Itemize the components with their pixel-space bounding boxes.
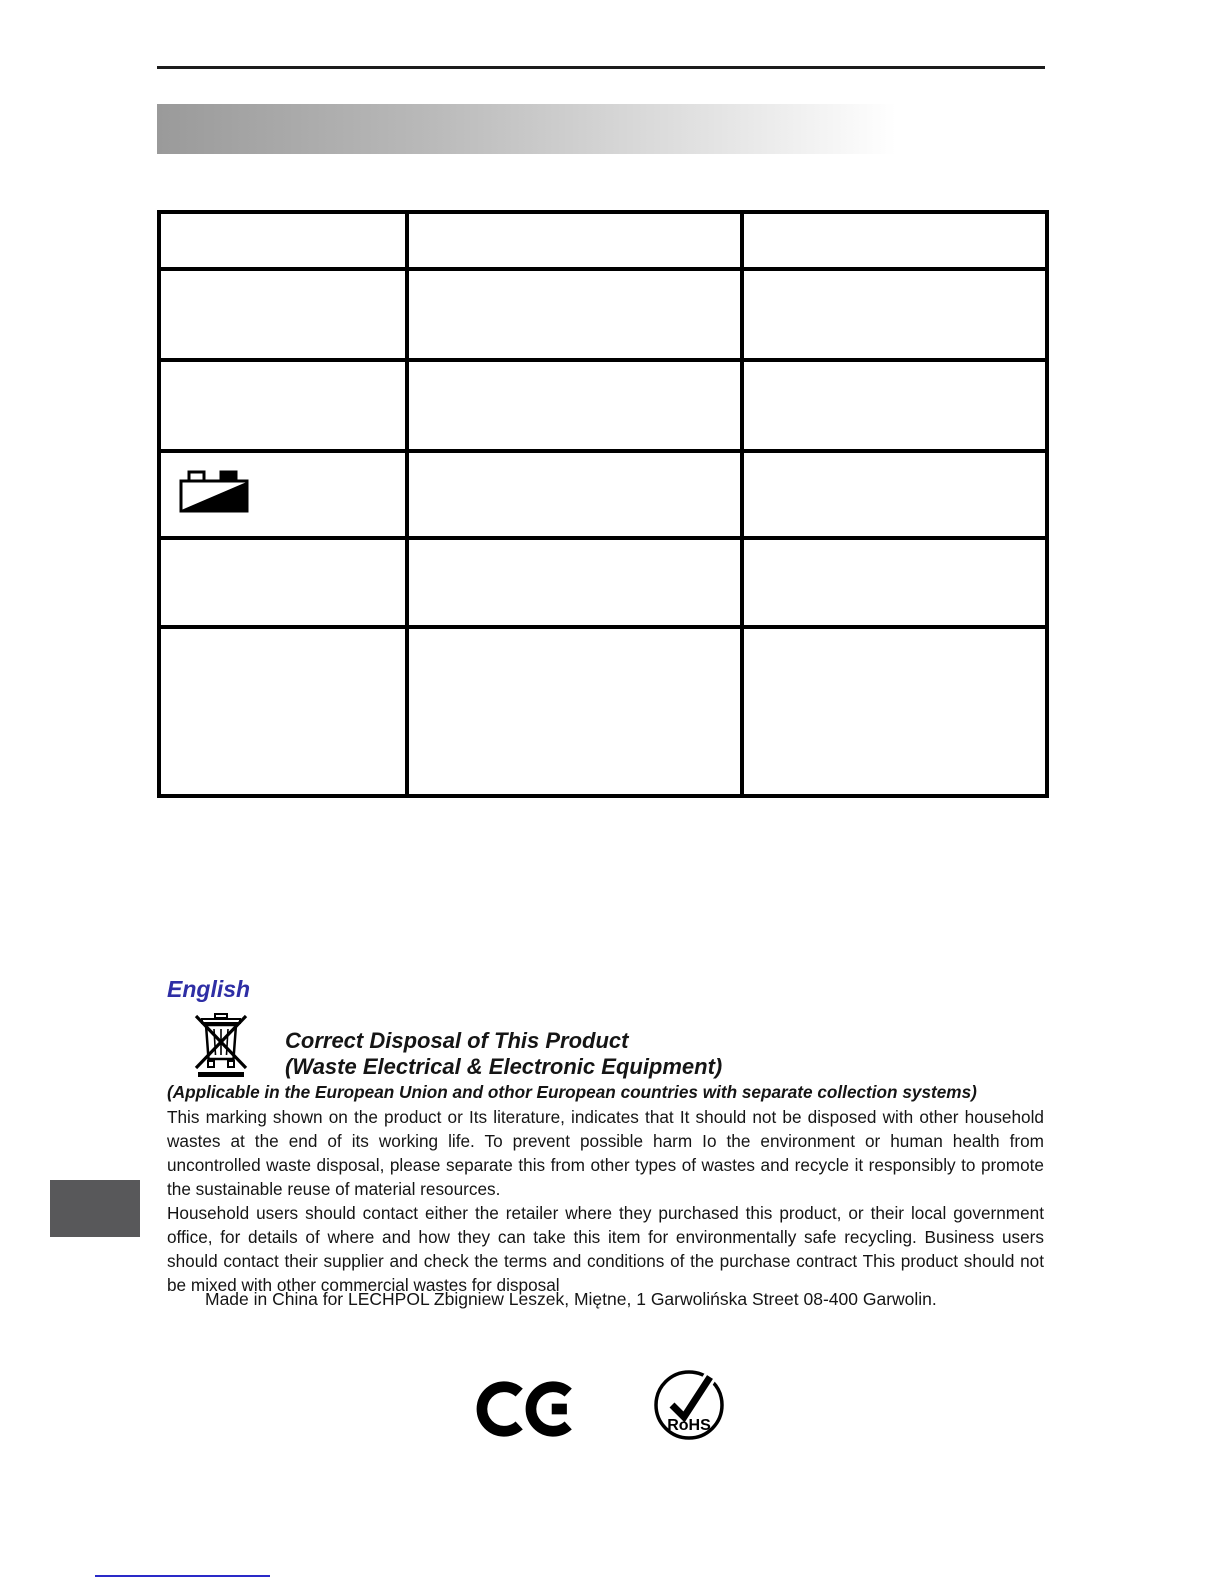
ce-mark-icon bbox=[476, 1368, 574, 1450]
language-label: English bbox=[167, 976, 251, 1002]
table-cell bbox=[742, 451, 1047, 538]
table-cell bbox=[407, 451, 742, 538]
disposal-title bbox=[285, 1028, 722, 1080]
top-horizontal-rule bbox=[157, 66, 1045, 69]
rohs-label: RoHS bbox=[667, 1417, 711, 1434]
table-cell bbox=[407, 212, 742, 269]
disposal-title-line1: Correct Disposal of This Product bbox=[285, 1028, 629, 1053]
table-cell bbox=[742, 212, 1047, 269]
bottom-blue-line bbox=[95, 1575, 270, 1577]
table-row bbox=[159, 212, 1047, 269]
table-cell bbox=[159, 269, 407, 360]
table-cell bbox=[742, 538, 1047, 627]
table-cell bbox=[407, 269, 742, 360]
table-cell bbox=[407, 627, 742, 796]
applicability-note: (Applicable in the European Union and othor European countries with separate collection systems) bbox=[167, 1082, 977, 1102]
table-row bbox=[159, 451, 1047, 538]
table-row bbox=[159, 269, 1047, 360]
table-row bbox=[159, 360, 1047, 451]
table-cell bbox=[159, 538, 407, 627]
section-header-gradient-bar bbox=[157, 104, 927, 154]
table-cell bbox=[407, 360, 742, 451]
table-cell bbox=[159, 627, 407, 796]
battery-disposal-icon bbox=[179, 469, 251, 515]
weee-bin-icon bbox=[193, 1012, 249, 1080]
table-cell bbox=[742, 627, 1047, 796]
table-row bbox=[159, 538, 1047, 627]
made-in-line: Made in China for LECHPOL Zbigniew Leszek, Miętne, 1 Garwolińska Street 08-400 Garwolin. bbox=[205, 1289, 937, 1309]
table-cell bbox=[159, 360, 407, 451]
table-cell bbox=[407, 538, 742, 627]
gray-side-block bbox=[50, 1180, 140, 1237]
disposal-body bbox=[167, 1080, 1044, 1297]
paragraph-marking: This marking shown on the product or Its literature, indicates that It should not be disposed with other household wastes at the end of its working life. To prevent possible harm Io the environment or human health from uncontrolled waste disposal, please separate this from other types of wastes and recycle it responsibly to promote the sustainable reuse of material resources. bbox=[167, 1107, 1044, 1199]
paragraph-users: Household users should contact either the retailer where they purchased this product, or their local government office, for details of where and how they can take this item for environmentally safe recycling. Business users should contact their supplier and check the terms and conditions of the purchase contract This product should not be mixed with other commercial wastes for disposal bbox=[167, 1203, 1044, 1295]
spec-table bbox=[157, 210, 1049, 798]
battery-cell bbox=[159, 451, 407, 538]
table-cell bbox=[742, 269, 1047, 360]
table-cell bbox=[742, 360, 1047, 451]
table-cell bbox=[159, 212, 407, 269]
table-row bbox=[159, 627, 1047, 796]
rohs-mark-icon bbox=[652, 1368, 726, 1442]
disposal-title-line2: (Waste Electrical & Electronic Equipment) bbox=[285, 1054, 723, 1079]
